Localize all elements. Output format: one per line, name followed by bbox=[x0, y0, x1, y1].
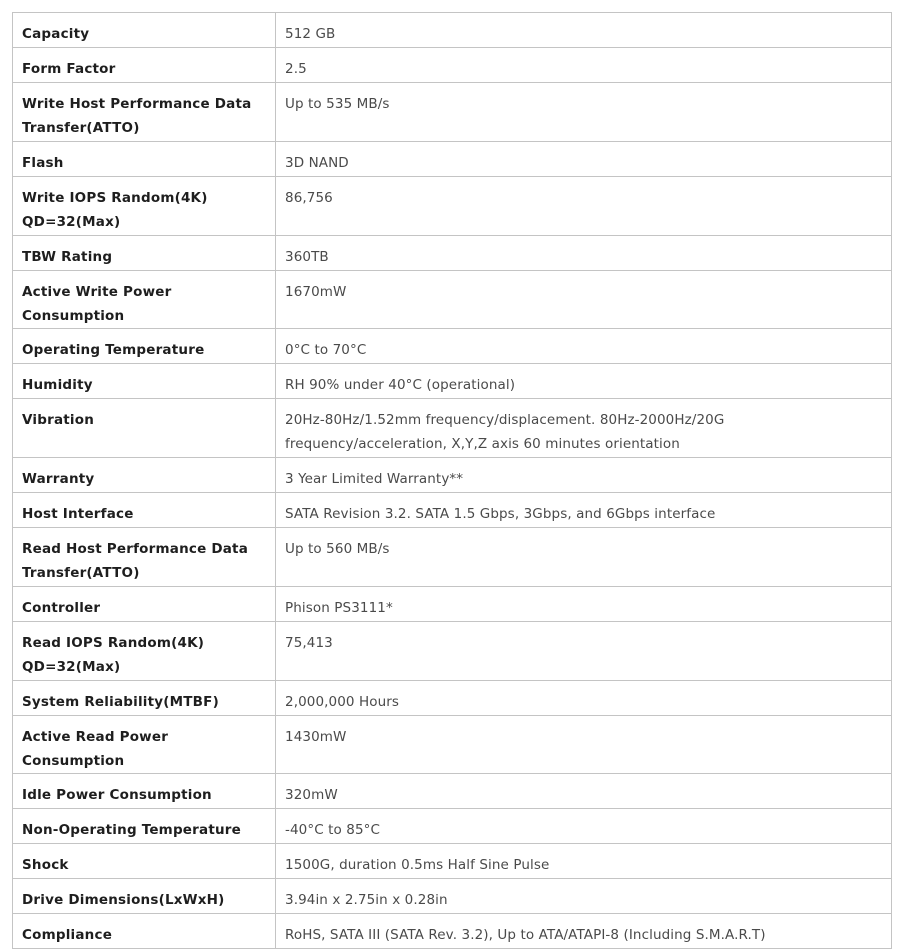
spec-label: Vibration bbox=[13, 399, 276, 458]
spec-value: 0°C to 70°C bbox=[276, 329, 892, 364]
spec-label: Write IOPS Random(4K) QD=32(Max) bbox=[13, 177, 276, 236]
table-row bbox=[13, 879, 892, 914]
table-row bbox=[13, 458, 892, 493]
table-row bbox=[13, 271, 892, 329]
spec-label: System Reliability(MTBF) bbox=[13, 681, 276, 716]
spec-label: Non-Operating Temperature bbox=[13, 809, 276, 844]
spec-value: RoHS, SATA III (SATA Rev. 3.2), Up to ATA/ATAPI-8 (Including S.M.A.R.T) bbox=[276, 914, 892, 949]
spec-value: Up to 560 MB/s bbox=[276, 528, 892, 587]
table-row bbox=[13, 493, 892, 528]
table-row bbox=[13, 48, 892, 83]
spec-label: Idle Power Consumption bbox=[13, 774, 276, 809]
spec-label: Drive Dimensions(LxWxH) bbox=[13, 879, 276, 914]
spec-value: 1430mW bbox=[276, 716, 892, 774]
spec-value: SATA Revision 3.2. SATA 1.5 Gbps, 3Gbps, and 6Gbps interface bbox=[276, 493, 892, 528]
table-row bbox=[13, 528, 892, 587]
spec-value: 86,756 bbox=[276, 177, 892, 236]
spec-value: 360TB bbox=[276, 236, 892, 271]
specifications-table bbox=[12, 12, 892, 949]
table-row bbox=[13, 774, 892, 809]
table-row bbox=[13, 329, 892, 364]
table-row bbox=[13, 13, 892, 48]
table-row bbox=[13, 716, 892, 774]
spec-value: Phison PS3111* bbox=[276, 587, 892, 622]
spec-label: Compliance bbox=[13, 914, 276, 949]
spec-value: 2,000,000 Hours bbox=[276, 681, 892, 716]
spec-label: Humidity bbox=[13, 364, 276, 399]
spec-value: 320mW bbox=[276, 774, 892, 809]
table-row bbox=[13, 844, 892, 879]
spec-label: Active Write Power Consumption bbox=[13, 271, 276, 329]
spec-value: Up to 535 MB/s bbox=[276, 83, 892, 142]
table-row bbox=[13, 681, 892, 716]
table-row bbox=[13, 83, 892, 142]
table-row bbox=[13, 364, 892, 399]
spec-value: 20Hz-80Hz/1.52mm frequency/displacement. 80Hz-2000Hz/20G frequency/acceleration, X,Y,Z axis 60 minutes orientation bbox=[276, 399, 892, 458]
spec-label: Controller bbox=[13, 587, 276, 622]
spec-value: 3D NAND bbox=[276, 142, 892, 177]
spec-label: Capacity bbox=[13, 13, 276, 48]
spec-value: 1670mW bbox=[276, 271, 892, 329]
spec-label: Read Host Performance Data Transfer(ATTO) bbox=[13, 528, 276, 587]
table-row bbox=[13, 914, 892, 949]
spec-label: Host Interface bbox=[13, 493, 276, 528]
table-row bbox=[13, 809, 892, 844]
table-row bbox=[13, 622, 892, 681]
spec-label: Active Read Power Consumption bbox=[13, 716, 276, 774]
spec-label: Write Host Performance Data Transfer(ATTO) bbox=[13, 83, 276, 142]
spec-value: 2.5 bbox=[276, 48, 892, 83]
spec-label: TBW Rating bbox=[13, 236, 276, 271]
spec-value: -40°C to 85°C bbox=[276, 809, 892, 844]
specifications-table-body bbox=[13, 13, 892, 949]
spec-label: Warranty bbox=[13, 458, 276, 493]
table-row bbox=[13, 587, 892, 622]
spec-value: 75,413 bbox=[276, 622, 892, 681]
table-row bbox=[13, 142, 892, 177]
spec-label: Flash bbox=[13, 142, 276, 177]
table-row bbox=[13, 177, 892, 236]
spec-value: 3 Year Limited Warranty** bbox=[276, 458, 892, 493]
spec-value: 1500G, duration 0.5ms Half Sine Pulse bbox=[276, 844, 892, 879]
spec-label: Operating Temperature bbox=[13, 329, 276, 364]
table-row bbox=[13, 399, 892, 458]
spec-label: Shock bbox=[13, 844, 276, 879]
spec-label: Read IOPS Random(4K) QD=32(Max) bbox=[13, 622, 276, 681]
spec-label: Form Factor bbox=[13, 48, 276, 83]
table-row bbox=[13, 236, 892, 271]
spec-value: RH 90% under 40°C (operational) bbox=[276, 364, 892, 399]
spec-value: 512 GB bbox=[276, 13, 892, 48]
spec-value: 3.94in x 2.75in x 0.28in bbox=[276, 879, 892, 914]
